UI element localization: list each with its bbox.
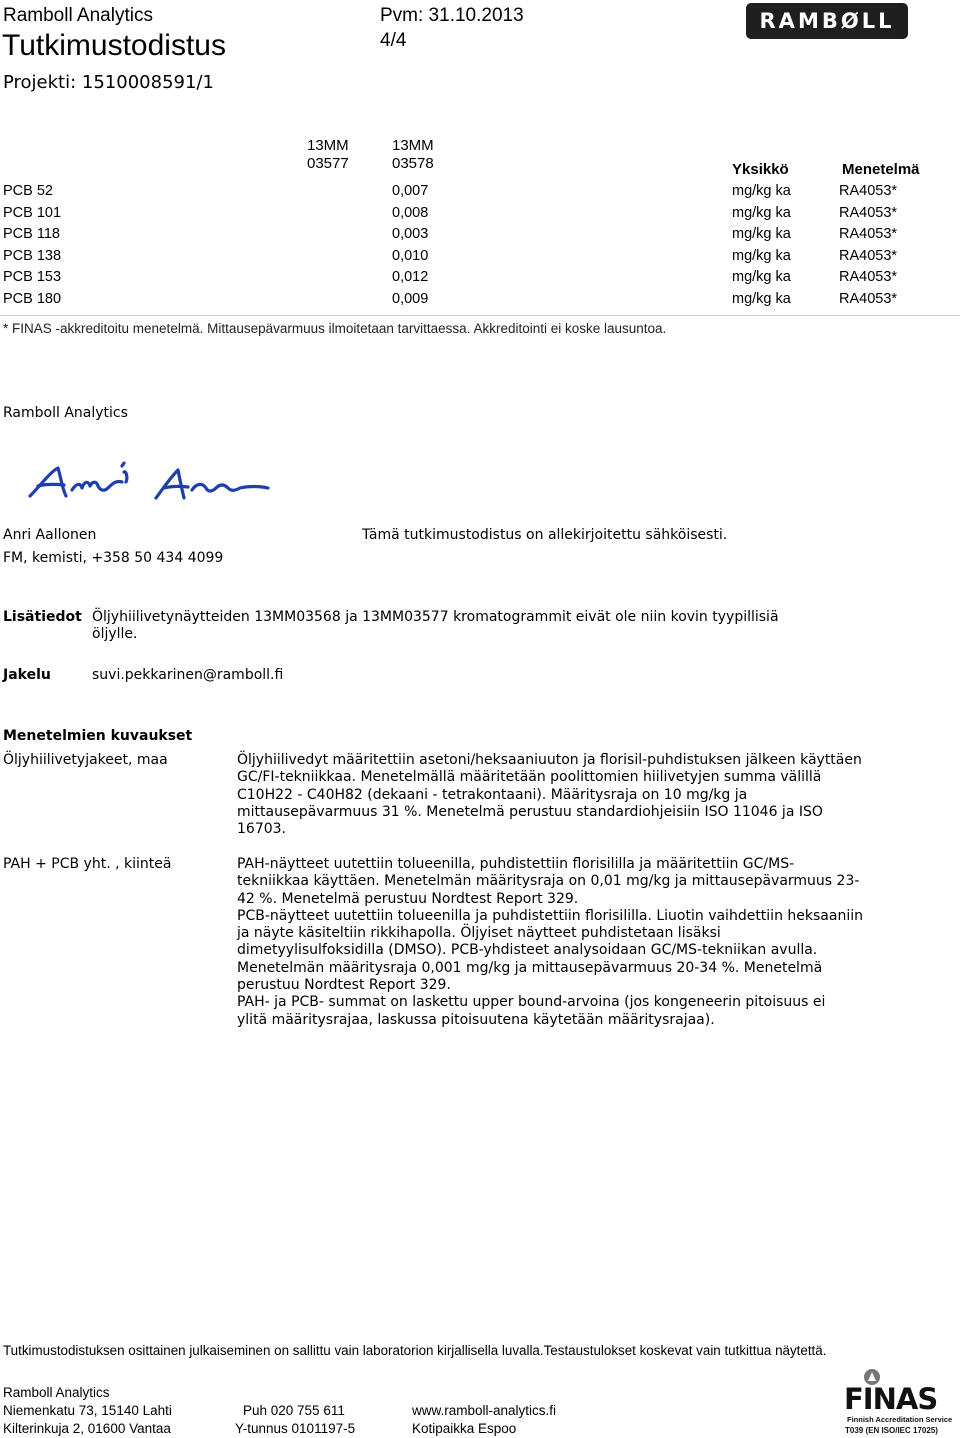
document-title: Tutkimustodistus: [2, 29, 226, 62]
sample-col-1-line1: 13MM: [307, 137, 349, 154]
footer-phone: Puh 020 755 611: [243, 1403, 345, 1418]
signature-company: Ramboll Analytics: [3, 405, 128, 421]
accreditation-footnote: * FINAS -akkreditoitu menetelmä. Mittausepävarmuus ilmoitetaan tarvittaessa. Akkreditointi ei koske lausuntoa.: [3, 321, 667, 336]
description-line: Menetelmän määritysraja 0,001 mg/kg ja mittausepävarmuus 20-34 %. Menetelmä: [237, 959, 823, 976]
unit-value: mg/kg ka: [732, 226, 791, 242]
handwritten-signature: [26, 460, 276, 506]
lisatiedot-label: Lisätiedot: [3, 609, 82, 625]
unit-value: mg/kg ka: [732, 183, 791, 199]
jakelu-label: Jakelu: [3, 667, 51, 683]
description-line: 16703.: [237, 821, 286, 838]
analyte-name: PCB 118: [3, 226, 60, 242]
signer-title: FM, kemisti, +358 50 434 4099: [3, 550, 224, 566]
electronic-signature-note: Tämä tutkimustodistus on allekirjoitettu sähköisesti.: [362, 527, 728, 543]
sample-col-2-line1: 13MM: [392, 137, 434, 154]
description-line: Öljyhiilivedyt määritettiin asetoni/heksaaniuuton ja florisil-puhdistuksen jälkeen käyttäen: [237, 752, 862, 768]
unit-value: mg/kg ka: [732, 248, 791, 264]
finas-accreditation-code: T039 (EN ISO/IEC 17025): [845, 1426, 938, 1435]
finas-logo-text: FINAS: [844, 1382, 938, 1416]
lisatiedot-line2: öljylle.: [92, 626, 138, 642]
method-header: Menetelmä: [842, 161, 920, 178]
signer-name: Anri Aallonen: [3, 527, 97, 543]
company-name: Ramboll Analytics: [3, 5, 153, 26]
unit-value: mg/kg ka: [732, 291, 791, 307]
method-value: RA4053*: [839, 269, 898, 285]
footer-website[interactable]: www.ramboll-analytics.fi: [412, 1403, 557, 1418]
sample-2-value: 0,007: [392, 183, 429, 199]
report-date: Pvm: 31.10.2013: [380, 5, 524, 26]
method-value: RA4053*: [839, 183, 898, 199]
unit-value: mg/kg ka: [732, 269, 791, 285]
method-value: RA4053*: [839, 248, 898, 264]
method-name-pah-pcb: PAH + PCB yht. , kiinteä: [3, 856, 172, 872]
description-line: 42 %. Menetelmä perustuu Nordtest Report 329.: [237, 890, 579, 907]
unit-value: mg/kg ka: [732, 205, 791, 221]
sample-2-value: 0,012: [392, 269, 429, 285]
sample-2-value: 0,008: [392, 205, 429, 221]
analyte-name: PCB 180: [3, 291, 62, 307]
sample-col-1-header: [307, 137, 349, 173]
unit-header: Yksikkö: [732, 161, 789, 178]
analyte-name: PCB 138: [3, 248, 62, 264]
description-line: perustuu Nordtest Report 329.: [237, 977, 451, 994]
description-line: PAH- ja PCB- summat on laskettu upper bound-arvoina (jos kongeneerin pitoisuus ei: [237, 994, 826, 1011]
lisatiedot-line1: Öljyhiilivetynäytteiden 13MM03568 ja 13MM03577 kromatogrammit eivät ole niin kovin tyypillisiä: [92, 609, 779, 625]
finas-service-text: Finnish Accreditation Service: [847, 1415, 953, 1424]
description-line: PAH-näytteet uutettiin tolueenilla, puhdistettiin florisililla ja määritettiin GC/MS-: [237, 856, 795, 872]
jakelu-email: suvi.pekkarinen@ramboll.fi: [92, 667, 284, 683]
divider: [0, 315, 960, 316]
description-line: tekniikkaa käyttäen. Menetelmän määritysraja on 0,01 mg/kg ja mittausepävarmuus 23-: [237, 873, 860, 890]
description-line: GC/FI-tekniikkaa. Menetelmällä määritetään poolittomien hiilivetyjen summa välillä: [237, 769, 822, 786]
finas-logo: [842, 1366, 958, 1436]
method-name-oil: Öljyhiilivetyjakeet, maa: [3, 752, 168, 768]
description-line: mittausepävarmuus 31 %. Menetelmä perustuu standardiohjeisiin ISO 11046 ja ISO: [237, 803, 823, 820]
analyte-name: PCB 153: [3, 269, 62, 285]
method-value: RA4053*: [839, 226, 898, 242]
ramboll-logo: RAMBØLL: [746, 3, 908, 39]
footer-domicile: Kotipaikka Espoo: [412, 1421, 517, 1436]
description-line: dimetyylisulfoksidilla (DMSO). PCB-yhdisteet analysoidaan GC/MS-tekniikan avulla.: [237, 942, 818, 959]
sample-2-value: 0,009: [392, 291, 429, 307]
sample-2-value: 0,003: [392, 226, 429, 242]
page-number: 4/4: [380, 30, 407, 51]
sample-2-value: 0,010: [392, 248, 429, 264]
analyte-name: PCB 52: [3, 183, 53, 199]
footer-address-1: Niemenkatu 73, 15140 Lahti: [3, 1403, 172, 1418]
method-value: RA4053*: [839, 205, 898, 221]
method-description-pah-pcb: [237, 856, 863, 1029]
sample-col-1-line2: 03577: [307, 155, 349, 172]
method-description-oil: [237, 752, 862, 838]
footer-company: Ramboll Analytics: [3, 1385, 110, 1400]
sample-col-2-header: [392, 137, 434, 173]
description-line: C10H22 - C40H82 (dekaani - tetrakontaani). Määritysraja on 10 mg/kg ja: [237, 786, 748, 803]
footer-business-id: Y-tunnus 0101197-5: [235, 1421, 356, 1436]
project-number: Projekti: 1510008591/1: [3, 72, 214, 93]
description-line: PCB-näytteet uutettiin tolueenilla ja puhdistettiin florisililla. Liuotin vaihdettiin heksaaniin: [237, 907, 863, 924]
method-value: RA4053*: [839, 291, 898, 307]
publication-disclaimer: Tutkimustodistuksen osittainen julkaiseminen on sallittu vain laboratorion kirjallisella luvalla.Testaustulokset koskevat vain tutkittua näytettä.: [3, 1343, 827, 1358]
description-line: ja näyte käsiteltiin rikkihapolla. Öljyiset näytteet puhdistetaan lisäksi: [237, 925, 721, 942]
description-line: ylitä määritysrajaa, laskussa pitoisuutena käytetään määritysrajaa).: [237, 1011, 715, 1028]
sample-col-2-line2: 03578: [392, 155, 434, 172]
methods-heading: Menetelmien kuvaukset: [3, 728, 193, 744]
analyte-name: PCB 101: [3, 205, 62, 221]
footer-address-2: Kilterinkuja 2, 01600 Vantaa: [3, 1421, 171, 1436]
